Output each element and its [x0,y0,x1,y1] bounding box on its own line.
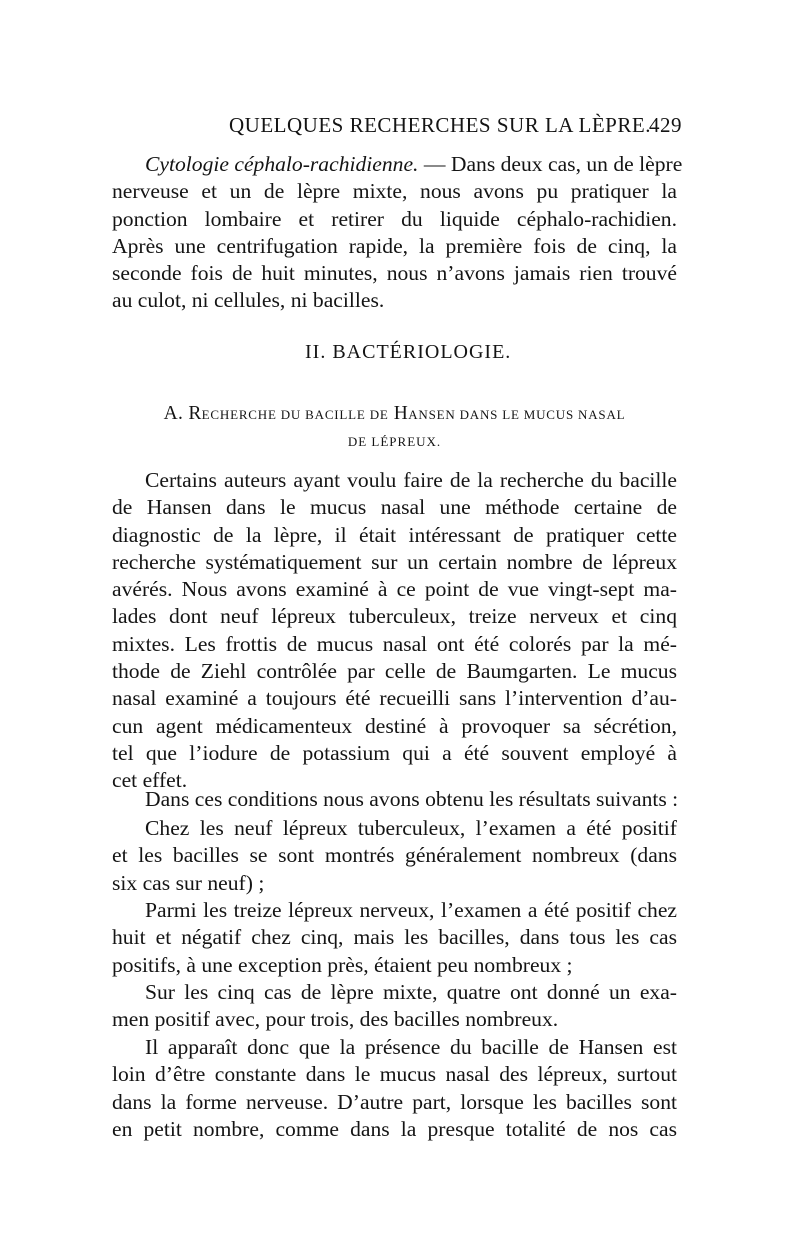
text-line: Certains auteurs ayant voulu faire de la recherche du bacille [145,468,677,492]
running-head [0,113,682,143]
text-line [112,151,683,178]
subheading-initial: H [388,403,409,424]
text-line: six cas sur neuf) ; [112,870,265,895]
text-line: de Hansen dans le mucus nasal une méthode certaine de [112,495,677,520]
subheading-small-caps: ECHERCHE DU BACILLE DE [201,407,389,422]
paragraph-tuberculeux [112,815,677,897]
section-title: II. BACTÉRIOLOGIE. [305,341,512,363]
running-title: QUELQUES RECHERCHES SUR LA LÈPRE. [229,113,651,137]
text-line: et les bacilles se sont montrés généralement nombreux (dans [112,843,677,868]
text-line: Chez les neuf lépreux tuberculeux, l’examen a été positif [145,816,677,840]
text-line: Sur les cinq cas de lèpre mixte, quatre ont donné un exa- [145,980,677,1004]
subheading-small-caps: ANSEN DANS LE MUCUS NASAL [408,407,626,422]
text-line: Il apparaît donc que la présence du bacille de Hansen est [145,1035,677,1059]
paragraph-recherche [112,467,677,795]
page-number: 429 [649,113,682,137]
text-line: recherche systématiquement sur un certain nombre de lépreux [112,549,677,574]
text-line: mixtes. Les frottis de mucus nasal ont été colorés par la mé- [112,631,677,656]
text-line: cet effet. [112,768,188,793]
text-line: nasal examiné a toujours été recueilli sans l’intervention d’au- [112,686,677,711]
paragraph-cytologie [112,151,683,315]
text-line: dans la forme nerveuse. D’autre part, lorsque les bacilles sont [112,1089,677,1114]
text-line: en petit nombre, comme dans la presque totalité de nos cas [112,1116,677,1141]
text-line: thode de Ziehl contrôlée par celle de Baumgarten. Le mucus [112,659,677,684]
text-line: huit et négatif chez cinq, mais les bacilles, dans tous les cas [112,925,677,950]
text-line: avérés. Nous avons examiné à ce point de vue vingt-sept ma- [112,577,677,602]
subheading [112,400,677,455]
text-line: ponction lombaire et retirer du liquide céphalo-rachidien. [112,206,677,231]
paragraph-nerveux [112,897,677,979]
paragraph-conclusion [112,1034,677,1143]
text-line: au culot, ni cellules, ni bacilles. [112,288,385,313]
subheading-initial: A. R [163,403,202,424]
subheading-line-1 [164,403,626,424]
text-line: nerveuse et un de lèpre mixte, nous avons pu pratiquer la [112,179,677,204]
text-line: men positif avec, pour trois, des bacilles nombreux. [112,1007,559,1032]
text-line: lades dont neuf lépreux tuberculeux, treize nerveux et cinq [112,604,677,629]
text-line: tel que l’iodure de potassium qui a été souvent employé à [112,740,677,765]
text-line: Après une centrifugation rapide, la première fois de cinq, la [112,233,677,258]
text-line: cun agent médicamenteux destiné à provoquer sa sécrétion, [112,713,677,738]
text-line: diagnostic de la lèpre, il était intéressant de pratiquer cette [112,522,677,547]
text-line: Parmi les treize lépreux nerveux, l’examen a été positif chez [145,898,677,922]
paragraph-lead-italic: Cytologie céphalo-rachidienne. [145,152,419,176]
text-line: seconde fois de huit minutes, nous n’avons jamais rien trouvé [112,261,677,286]
text-line-rest: — Dans deux cas, un de lèpre [418,152,683,176]
text-line: positifs, à une exception près, étaient peu nombreux ; [112,952,573,977]
text-line: Dans ces conditions nous avons obtenu les résultats suivants : [145,787,679,811]
subheading-line-2: DE LÉPREUX. [347,434,442,449]
text-line: loin d’être constante dans le mucus nasal des lépreux, surtout [112,1062,677,1087]
paragraph-conditions [112,786,677,813]
paragraph-mixte [112,979,677,1034]
